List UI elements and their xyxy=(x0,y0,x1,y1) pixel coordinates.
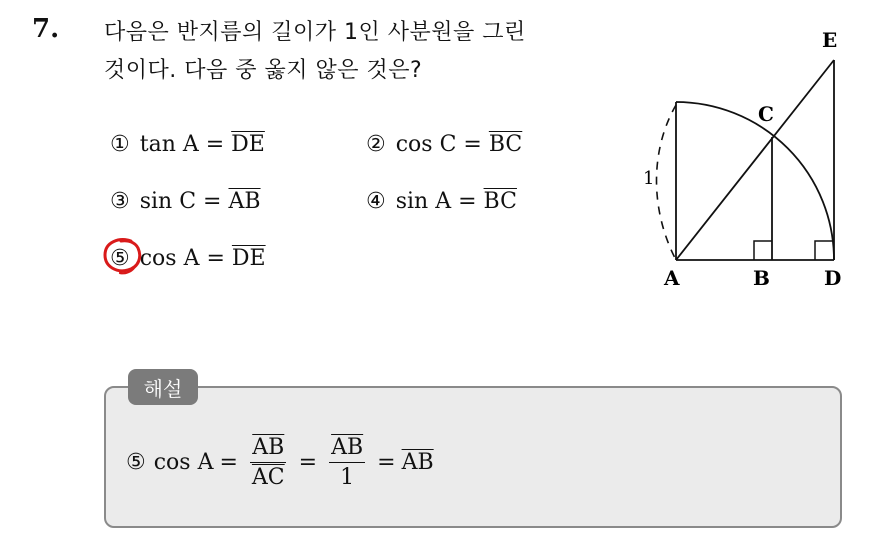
solution-result: $\overline{AB}$ xyxy=(401,449,434,475)
solution-tab: 해설 xyxy=(128,369,198,405)
fraction-2-denominator: 1 xyxy=(340,464,355,490)
solution-lhs: cos A xyxy=(153,449,214,475)
option-number: ③ xyxy=(110,189,130,214)
option-segment: $\overline{BC}$ xyxy=(488,132,523,157)
fraction-1-numerator: $\overline{AB}$ xyxy=(252,434,285,460)
option-function: sin A xyxy=(395,189,452,214)
option-function: sin C xyxy=(139,189,197,214)
solution-number: ⑤ xyxy=(126,449,146,475)
question-number: 7. xyxy=(32,14,60,44)
quarter-circle-figure xyxy=(630,20,860,300)
fraction-1-denominator: AC xyxy=(251,464,285,490)
option-segment: $\overline{AB}$ xyxy=(228,189,261,214)
solution-fraction-2 xyxy=(329,435,365,490)
solution-equation: ⑤ cos A = $\frac{\overline{AB}}{AC}$ = $\frac{\overline{AB}}{1}$ = $\overline{AB}$ xyxy=(126,434,434,490)
option-5[interactable]: ⑤ $\cos A = \overline{DE}$ xyxy=(110,246,266,271)
label-radius: 1 xyxy=(643,168,655,189)
option-function: tan A xyxy=(139,132,199,157)
option-number: ② xyxy=(366,132,386,157)
option-2[interactable]: ② $\cos C = \overline{BC}$ xyxy=(366,132,523,157)
option-3[interactable]: ③ $\sin C = \overline{AB}$ xyxy=(110,189,261,214)
label-D: D xyxy=(824,266,842,290)
label-E: E xyxy=(822,28,838,52)
option-segment: $\overline{DE}$ xyxy=(231,132,265,157)
option-number: ⑤ xyxy=(110,246,130,271)
option-segment: $\overline{DE}$ xyxy=(231,246,266,271)
label-C: C xyxy=(758,102,774,126)
option-function: cos A xyxy=(139,246,200,271)
question-line-2: 것이다. 다음 중 옳지 않은 것은? xyxy=(104,58,423,83)
solution-fraction-1 xyxy=(250,435,287,490)
option-segment: $\overline{BC}$ xyxy=(483,189,517,214)
fraction-2-numerator: $\overline{AB}$ xyxy=(331,434,364,460)
option-number: ④ xyxy=(366,189,386,214)
question-line-1: 다음은 반지름의 길이가 1인 사분원을 그린 xyxy=(104,20,526,45)
option-1[interactable]: ① $\tan A = \overline{DE}$ xyxy=(110,132,265,157)
answer-circle-mark xyxy=(101,236,145,276)
label-B: B xyxy=(753,266,770,290)
label-A: A xyxy=(664,266,680,290)
option-4[interactable]: ④ $\sin A = \overline{BC}$ xyxy=(366,189,517,214)
option-number: ① xyxy=(110,132,130,157)
question-text xyxy=(104,14,624,90)
option-function: cos C xyxy=(395,132,457,157)
